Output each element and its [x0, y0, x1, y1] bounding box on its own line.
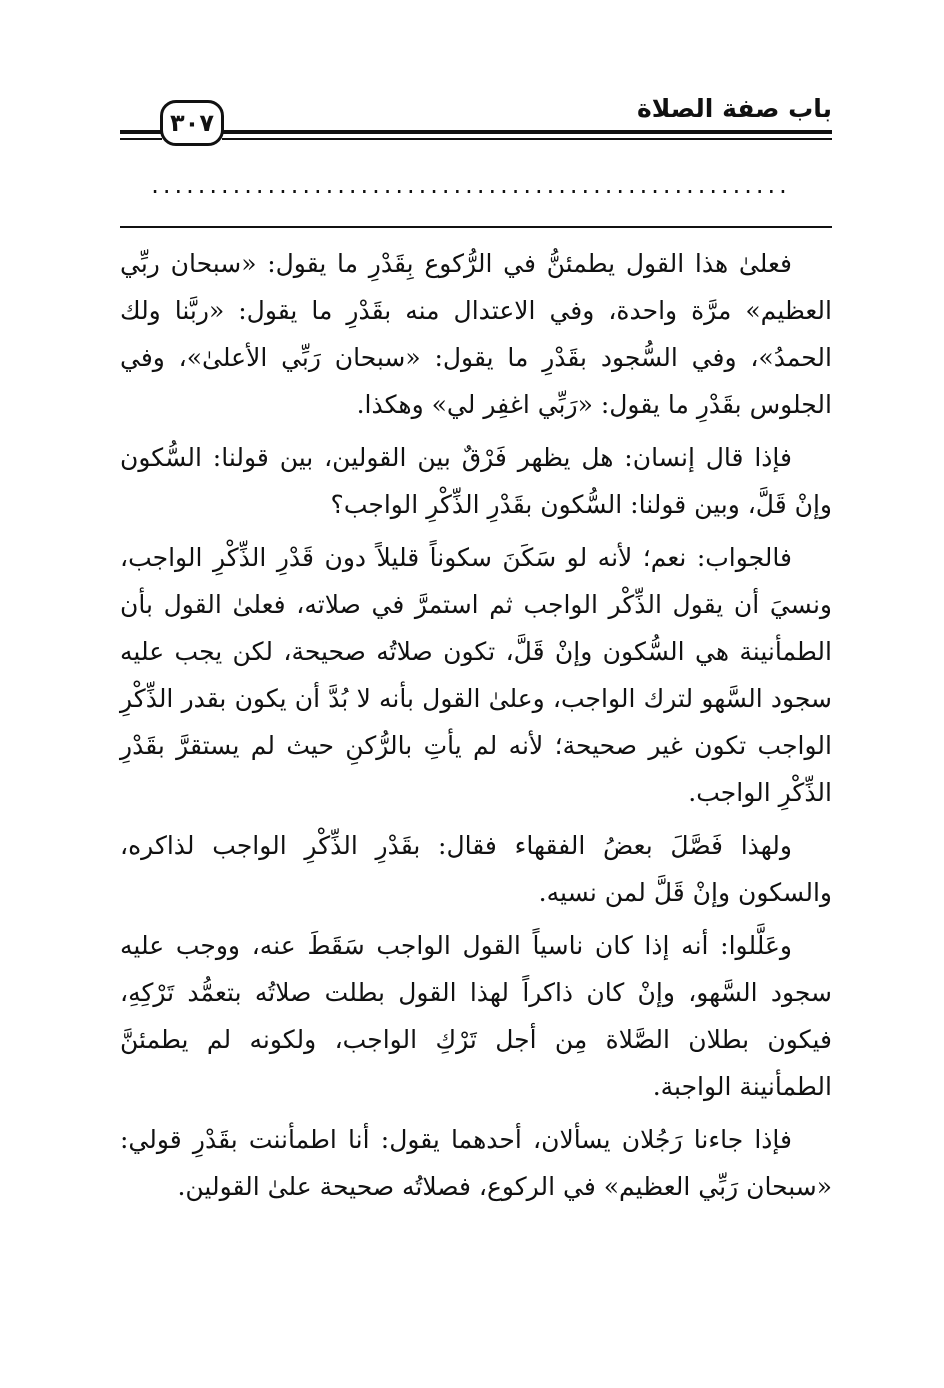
paragraph-3: فالجواب: نعم؛ لأنه لو سَكَنَ سكوناً قليلاً دون قَدْرِ الذِّكْرِ الواجب، ونسيَ أن يقول الذِّكْر الواجب ثم استمرَّ في صلاته، فعلىٰ القول بأن الطمأنينة هي السُّكون وإنْ قَلَّ، تكون صلاتُه صحيحة، لكن يجب عليه سجود السَّهو لترك الواجب، وعلىٰ القول بأنه لا بُدَّ أن يكون بقدر الذِّكْرِ الواجب تكون غير صحيحة؛ لأنه لم يأتِ بالرُّكنِ حيث لم يستقرَّ بقَدْرِ الذِّكْرِ الواجب. — [120, 543, 832, 807]
paragraph-5: وعَلَّلوا: أنه إذا كان ناسياً القول الواجب سَقَطَ عنه، ووجب عليه سجود السَّهو، وإنْ كان ذاكراً لهذا القول بطلت صلاتُه بتعمُّد تَرْكِهِ، فيكون بطلان الصَّلاة مِن أجل تَرْكِ الواجب، ولكونه لم يطمئنَّ الطمأنينة الواجبة. — [120, 931, 832, 1101]
page-header — [120, 92, 832, 154]
paragraph-2: فإذا قال إنسان: هل يظهر فَرْقٌ بين القولين، بين قولنا: السُّكون وإنْ قَلَّ، وبين قولنا: السُّكون بقَدْرِ الذِّكْرِ الواجب؟ — [120, 443, 832, 519]
header-rule-right — [222, 130, 832, 140]
paragraph-1: فعلىٰ هذا القول يطمئنُّ في الرُّكوع بِقَدْرِ ما يقول: «سبحان ربِّي العظيم» مرَّة واحدة، وفي الاعتدال منه بقَدْرِ ما يقول: «ربَّنا ولك الحمدُ»، وفي السُّجود بقَدْرِ ما يقول: «سبحان رَبِّي الأعلىٰ»، وفي الجلوس بقَدْرِ ما يقول: «رَبِّي اغفِر لي» وهكذا. — [120, 249, 832, 419]
dotted-separator: ....................................................... — [151, 171, 791, 199]
chapter-title: باب صفة الصلاة — [637, 94, 832, 123]
page-number: ٣٠٧ — [160, 100, 224, 146]
header-rule-left — [120, 130, 162, 140]
paragraph-4: ولهذا فَصَّلَ بعضُ الفقهاء فقال: بقَدْرِ الذِّكْرِ الواجب لذاكره، والسكون وإنْ قَلَّ لمن نسيه. — [120, 831, 832, 907]
body-text — [120, 240, 832, 1216]
paragraph-6: فإذا جاءنا رَجُلان يسألان، أحدهما يقول: أنا اطمأننت بقَدْرِ قولي: «سبحان رَبِّي العظيم» في الركوع، فصلاتُه صحيحة علىٰ القولين. — [120, 1125, 832, 1201]
separator-line — [120, 226, 832, 228]
